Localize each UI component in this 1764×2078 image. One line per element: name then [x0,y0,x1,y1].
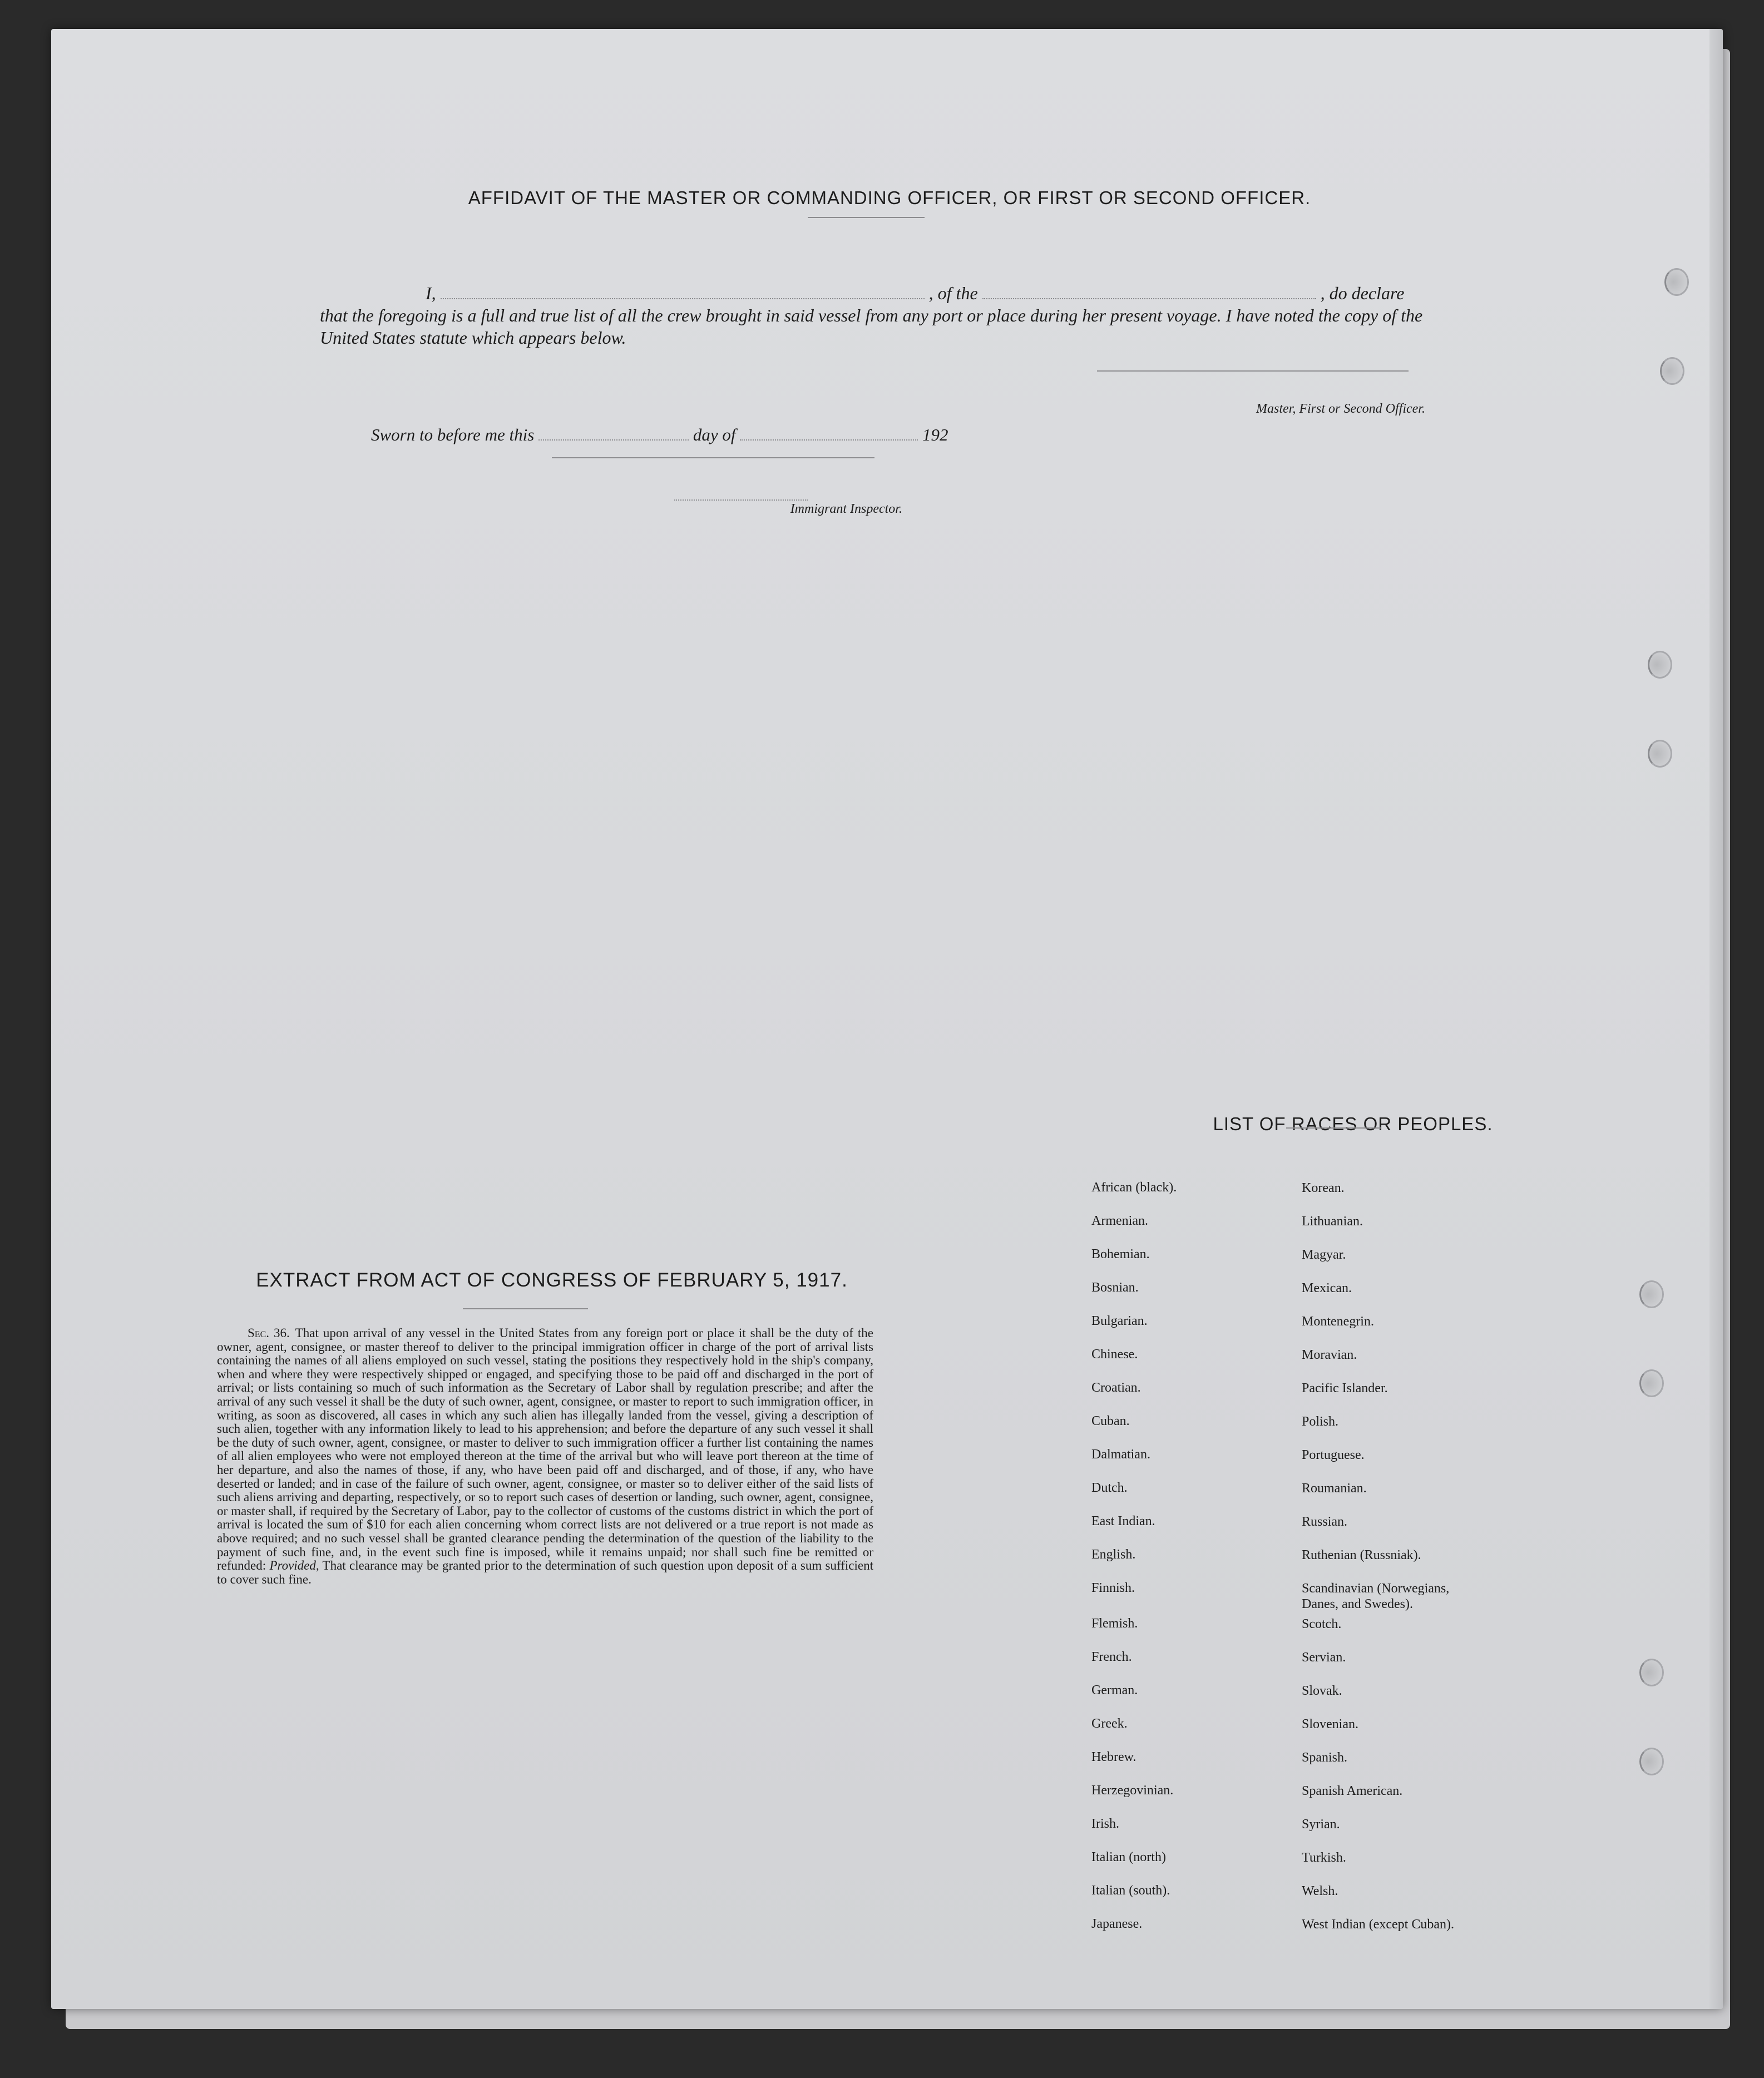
race-item: Dutch. [1091,1481,1128,1495]
signature-line [1097,370,1409,372]
race-item: Syrian. [1302,1817,1340,1832]
race-item: Dalmatian. [1091,1447,1150,1462]
race-item: African (black). [1091,1180,1177,1195]
race-item: Flemish. [1091,1616,1138,1631]
race-row [1091,1280,1703,1314]
race-item: Magyar. [1302,1248,1346,1262]
inspector-signature-line [552,457,874,458]
races-list [1091,1180,1703,1950]
race-item: Armenian. [1091,1214,1148,1228]
day-blank[interactable] [538,439,689,441]
page-edge [1709,29,1723,2009]
declare-label: , do declare [1320,283,1405,303]
race-row [1091,1414,1703,1447]
race-row [1091,1817,1703,1850]
race-item: Russian. [1302,1515,1348,1529]
race-row [1091,1650,1703,1683]
race-row [1091,1347,1703,1381]
race-item: Moravian. [1302,1348,1357,1362]
race-item: Slovak. [1302,1684,1342,1698]
race-item: Polish. [1302,1414,1339,1429]
race-item: Spanish. [1302,1750,1348,1765]
race-item: Italian (north) [1091,1850,1166,1864]
race-item: Bulgarian. [1091,1314,1148,1328]
race-row [1091,1247,1703,1280]
race-item: English. [1091,1547,1136,1562]
extract-title: EXTRACT FROM ACT OF CONGRESS OF FEBRUARY 5, 1917. [256,1269,848,1291]
sworn-line [371,425,1150,445]
race-item: Japanese. [1091,1917,1143,1931]
race-item: Bohemian. [1091,1247,1150,1261]
race-item: Korean. [1302,1181,1345,1195]
race-item: Slovenian. [1302,1717,1358,1731]
statute-text: That upon arrival of any vessel in the United States from any foreign port or place it shall be the duty of the owner, agent, consignee, or master thereof to deliver to the principal immigration officer in charge of the port of arrival lists containing the names of all aliens employed on such vessel, stating the positions they respectively hold in the ship's company, when and where they were respectively shipped or engaged, and specifying those to be paid off and discharged in the port of arrival; or lists containing so much of such information as the Secretary of Labor shall by regulation prescribe; and after the arrival of any such vessel it shall be the duty of such owner, agent, consignee, or master to report to such immigration officer, in writing, as soon as discovered, all cases in which any such alien has illegally landed from the vessel, giving a description of such alien, together with any information likely to lead to his apprehension; and before the departure of any such vessel it shall be the duty of such owner, agent, consignee, or master to deliver to such immigration officer a further list containing the names of all alien employees who were not employed thereon at the time of the arrival but who will leave port thereon at the time of her departure, and also the names of those, if any, who have been paid off and discharged, and of those, if any, who have deserted or landed; and in case of the failure of such owner, agent, consignee, or master so to deliver either of the said lists of such aliens arriving and departing, respectively, or so to report such cases of desertion or landing, such owner, agent, consignee, or master shall, if required by the Secretary of Labor, pay to the collector of customs of the customs district in which the port of arrival is located the sum of $10 for each alien concerning whom correct lists are not delivered or a true report is not made as above required; and no such vessel shall be granted clearance pending the determination of the question of the liability to the payment of such fine, and, in the event such fine is imposed, while it remains unpaid; nor shall such fine be remitted or refunded: [217,1326,873,1573]
of-the-label: , of the [928,283,978,303]
race-item: Lithuanian. [1302,1214,1363,1229]
race-item: Turkish. [1302,1851,1346,1865]
race-item: Montenegrin. [1302,1314,1374,1329]
year-prefix: 192 [922,425,948,444]
signature-label: Master, First or Second Officer. [1256,402,1425,416]
race-row [1091,1447,1703,1481]
race-item: Irish. [1091,1817,1119,1831]
day-of-label: day of [693,425,736,444]
section-label: Sec. 36. [248,1326,290,1340]
race-item: East Indian. [1091,1514,1155,1528]
race-row [1091,1214,1703,1247]
races-title-rule [1286,1127,1381,1129]
punch-hole [1648,651,1672,679]
punch-hole [1664,268,1689,296]
inspector-label: Immigrant Inspector. [790,502,902,516]
name-blank[interactable] [441,298,925,299]
race-item: Finnish. [1091,1581,1135,1595]
race-item: Scandinavian (Norwegians, Danes, and Swedes). [1302,1581,1450,1611]
i-label: I, [426,283,436,303]
provided-label: Provided, [269,1558,319,1573]
race-item: Mexican. [1302,1281,1352,1295]
race-row [1091,1683,1703,1716]
title-rule [808,217,925,218]
race-item: Pacific Islander. [1302,1381,1388,1396]
race-item: Chinese. [1091,1347,1138,1362]
race-item: Servian. [1302,1650,1346,1665]
race-item: West Indian (except Cuban). [1302,1917,1454,1932]
race-item: Welsh. [1302,1884,1338,1898]
race-item: Portuguese. [1302,1448,1365,1462]
race-item: Roumanian. [1302,1481,1367,1496]
race-item: Scotch. [1302,1617,1342,1631]
statute-text-end: That clearance may be granted prior to the determination of such question upon deposit of a sum sufficient to cover such fine. [217,1558,873,1586]
race-item: Cuban. [1091,1414,1130,1428]
race-item: French. [1091,1650,1132,1664]
punch-hole [1648,740,1672,768]
race-item: German. [1091,1683,1138,1698]
race-item: Herzegovinian. [1091,1783,1174,1798]
affidavit-title: AFFIDAVIT OF THE MASTER OR COMMANDING OFFICER, OR FIRST OR SECOND OFFICER. [468,187,1311,208]
vessel-blank[interactable] [982,298,1316,299]
race-item: Hebrew. [1091,1750,1137,1764]
race-row [1091,1314,1703,1347]
affidavit-statement [320,282,1444,349]
race-row [1091,1616,1703,1650]
race-item: Bosnian. [1091,1280,1139,1295]
race-row [1091,1716,1703,1750]
race-row [1091,1917,1703,1950]
race-row [1091,1783,1703,1817]
extract-title-rule [463,1308,588,1309]
affidavit-text: that the foregoing is a full and true list of all the crew brought in said vessel from any port or place during her present voyage. I have noted the copy of the United States statute which appears below. [320,305,1423,348]
sworn-label: Sworn to before me this [371,425,535,444]
race-item: Croatian. [1091,1381,1141,1395]
race-row [1091,1750,1703,1783]
race-item: Ruthenian (Russniak). [1302,1548,1421,1562]
race-row [1091,1547,1703,1581]
race-item: Greek. [1091,1716,1128,1731]
race-row [1091,1481,1703,1514]
punch-hole [1660,357,1684,385]
race-row [1091,1381,1703,1414]
extract-body [217,1327,873,1586]
races-title: LIST OF RACES OR PEOPLES. [1213,1114,1493,1134]
document-page [51,29,1723,2009]
race-item: Italian (south). [1091,1883,1170,1898]
inspector-underline [674,499,808,501]
race-row [1091,1514,1703,1547]
affidavit-first-line [320,282,1444,304]
race-row [1091,1850,1703,1883]
race-row [1091,1883,1703,1917]
month-blank[interactable] [740,439,918,441]
race-item: Spanish American. [1302,1784,1403,1798]
race-row [1091,1180,1703,1214]
race-row [1091,1581,1703,1616]
